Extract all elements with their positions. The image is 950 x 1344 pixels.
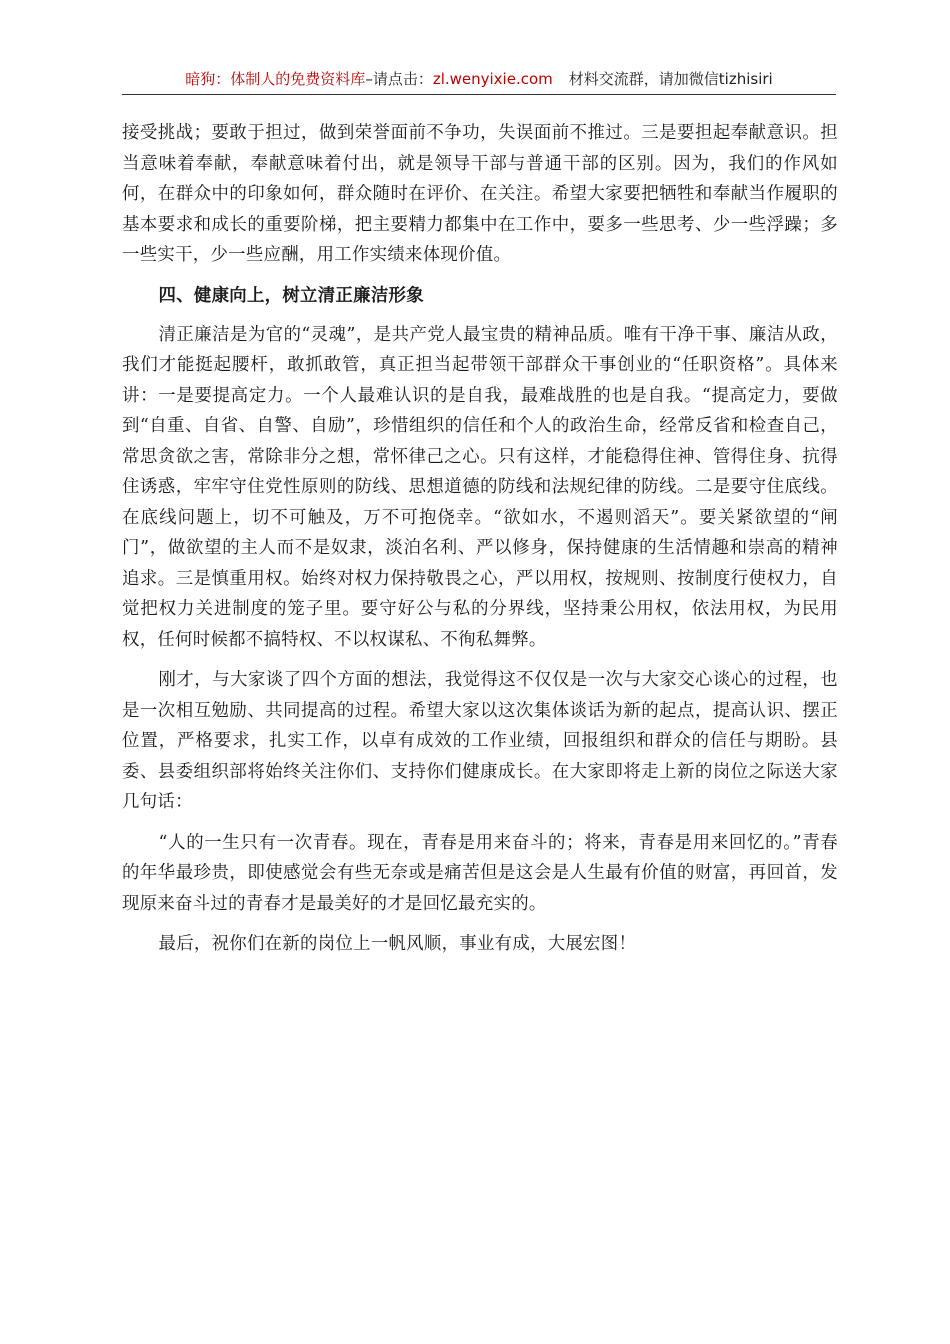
header-wechat-id: tizhisiri bbox=[718, 70, 773, 88]
document-body bbox=[122, 118, 838, 970]
header-click-prefix: –请点击： bbox=[365, 70, 433, 88]
header-url-link[interactable]: zl.wenyixie.com bbox=[432, 70, 553, 88]
page-header bbox=[122, 66, 836, 95]
section-heading-4: 四、健康向上，树立清正廉洁形象 bbox=[158, 285, 424, 306]
paragraph-summary: 刚才，与大家谈了四个方面的想法，我觉得这不仅仅是一次与大家交心谈心的过程，也是一次相互勉励、共同提高的过程。希望大家以这次集体谈话为新的起点，提高认识、摆正位置，严格要求，扎实工作，以卓有成效的工作业绩，回报组织和群众的信任与期盼。县委、县委组织部将始终关注你们、支持你们健康成长。在大家即将走上新的岗位之际送大家几句话： bbox=[122, 670, 838, 812]
header-site-name: 暗狗：体制人的免费资料库 bbox=[185, 70, 366, 88]
paragraph-youth-quote: “人的一生只有一次青春。现在，青春是用来奋斗的；将来，青春是用来回忆的。”青春的年华最珍贵，即使感觉会有些无奈或是痛苦但是这会是人生最有价值的财富，再回首，发现原来奋斗过的青春才是最美好的才是回忆最充实的。 bbox=[122, 832, 838, 914]
paragraph-integrity: 清正廉洁是为官的“灵魂”，是共产党人最宝贵的精神品质。唯有干净干事、廉洁从政，我们才能挺起腰杆，敢抓敢管，真正担当起带领干部群众干事创业的“任职资格”。具体来讲：一是要提高定力。一个人最难认识的是自我，最难战胜的也是自我。“提高定力，要做到“自重、自省、自警、自励”，珍惜组织的信任和个人的政治生命，经常反省和检查自己，常思贪欲之害，常除非分之想，常怀律己之心。只有这样，才能稳得住神、管得住身、抗得住诱惑，牢牢守住党性原则的防线、思想道德的防线和法规纪律的防线。二是要守住底线。在底线问题上，切不可触及，万不可抱侥幸。“欲如水，不遏则滔天”。要关紧欲望的“闸门”，做欲望的主人而不是奴隶，淡泊名利、严以修身，保持健康的生活情趣和崇高的精神追求。三是慎重用权。始终对权力保持敬畏之心，严以用权，按规则、按制度行使权力，自觉把权力关进制度的笼子里。要守好公与私的分界线，坚持秉公用权，依法用权，为民用权，任何时候都不搞特权、不以权谋私、不徇私舞弊。 bbox=[122, 324, 838, 650]
paragraph-continued: 接受挑战；要敢于担过，做到荣誉面前不争功，失误面前不推过。三是要担起奉献意识。担当意味着奉献，奉献意味着付出，就是领导干部与普通干部的区别。因为，我们的作风如何，在群众中的印象如何，群众随时在评价、在关注。希望大家要把牺牲和奉献当作履职的基本要求和成长的重要阶梯，把主要精力都集中在工作中，要多一些思考、少一些浮躁；多一些实干，少一些应酬，用工作实绩来体现价值。 bbox=[122, 123, 838, 265]
header-group-text: 材料交流群，请加微信 bbox=[568, 70, 719, 88]
paragraph-closing: 最后，祝你们在新的岗位上一帆风顺，事业有成，大展宏图！ bbox=[158, 934, 637, 954]
